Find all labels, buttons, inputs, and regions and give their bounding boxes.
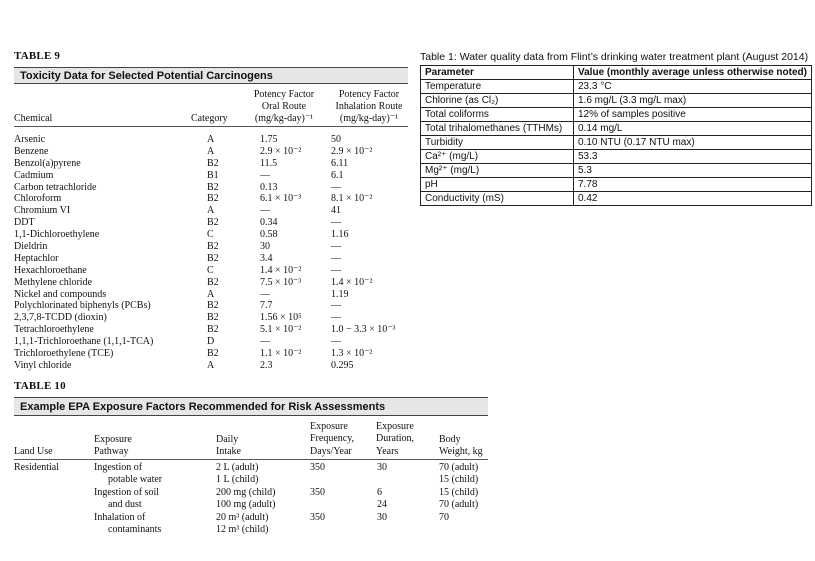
table-row [14,241,408,253]
category-cell: A [207,205,215,217]
intake-cell [216,462,258,487]
parameter-cell: Temperature [421,80,574,94]
table-row [421,192,812,206]
inhalation-factor-cell: — [331,241,341,253]
pathway-header [94,434,132,459]
table-row [421,80,812,94]
oral-factor-cell: 1.75 [260,134,278,145]
inhalation-factor-cell: — [331,300,341,312]
parameter-cell: Total trihalomethanes (TTHMs) [421,122,574,136]
weight-cell-line: 70 (adult) [439,462,479,473]
chemical-cell: Arsenic [14,134,46,145]
chemical-cell: Methylene chloride [14,276,93,288]
pathway-cell [94,512,161,537]
table9-title: Toxicity Data for Selected Potential Carcinogens [14,67,408,84]
pathway-cell-line: Ingestion of soil [94,487,159,498]
duration-header-line: Duration, [376,433,415,445]
category-cell: B1 [207,169,219,181]
weight-cell [439,512,449,524]
oral-header-line: Oral Route [261,101,307,112]
intake-cell [216,512,268,537]
inhalation-factor-cell: — [331,312,341,324]
inhalation-factor-cell: — [331,252,341,264]
land-use-header: Land Use [14,446,53,457]
table-row [14,300,408,312]
chemical-header: Chemical [14,113,53,124]
table-row [421,150,812,164]
inhalation-header-line: Inhalation Route [335,101,403,112]
inhalation-factor-cell: 2.9 × 10⁻² [331,145,373,157]
chemical-cell: Heptachlor [14,252,59,264]
oral-factor-cell: 2.3 [260,359,273,371]
pathway-header-line: Exposure [94,434,132,445]
table-row [14,348,408,360]
pathway-cell [94,487,159,512]
category-cell: D [207,336,215,348]
inhalation-factor-cell: — [331,181,341,193]
oral-factor-cell: 2.9 × 10⁻² [260,145,302,157]
category-cell: B2 [207,193,219,205]
category-cell: A [207,145,215,157]
table-row [14,336,408,348]
oral-factor-cell: 1.1 × 10⁻² [260,348,302,360]
weight-header-line: Weight, kg [439,446,483,458]
category-cell: B2 [207,300,219,312]
table-row [14,146,408,158]
intake-cell [216,487,275,512]
inhalation-factor-cell: 50 [331,134,341,145]
duration-cell-line: 30 [377,512,387,523]
table9-body [14,134,408,372]
table-row [14,360,408,372]
table-row [14,312,408,324]
table-row [421,94,812,108]
oral-factor-cell: 1.4 × 10⁻² [260,264,302,276]
oral-factor-cell: 0.13 [260,181,278,193]
weight-cell [439,487,478,512]
category-cell: B2 [207,157,219,169]
oral-factor-cell: 11.5 [260,157,278,169]
table10-label: TABLE 10 [14,380,66,392]
oral-factor-cell: — [260,169,270,181]
value-cell: 23.3 °C [574,80,812,94]
frequency-header-line: Frequency, [310,433,355,445]
duration-cell [377,462,387,474]
weight-cell-line: 15 (child) [439,487,479,498]
duration-cell [377,487,387,512]
inhalation-factor-cell: — [331,217,341,229]
intake-header-line: Daily [216,434,239,445]
category-header: Category [191,113,228,124]
category-cell: B2 [207,252,219,264]
inhalation-header [326,89,412,125]
chemical-cell: Benzene [14,145,49,157]
value-cell: 53.3 [574,150,812,164]
water-quality-table [420,65,812,206]
value-cell: 1.6 mg/L (3.3 mg/L max) [574,94,812,108]
table-row [14,134,408,146]
weight-cell-line: 70 (adult) [439,499,479,511]
value-cell: 12% of samples positive [574,108,812,122]
chemical-cell: Cadmium [14,169,54,181]
duration-header [376,421,414,458]
duration-cell [377,512,387,524]
chemical-cell: 1,1-Dichloroethylene [14,229,100,241]
pathway-cell-line: potable water [108,474,163,486]
chemical-cell: Carbon tetrachloride [14,181,97,193]
value-cell: 0.42 [574,192,812,206]
chemical-cell: Chromium VI [14,205,71,217]
weight-cell-line: 15 (child) [439,474,479,486]
frequency-cell: 350 [310,487,325,498]
intake-cell-line: 2 L (adult) [216,462,259,473]
oral-factor-cell: 6.1 × 10⁻³ [260,193,302,205]
table9-header-rule [14,126,408,127]
chemical-cell: DDT [14,217,35,229]
value-cell: 0.14 mg/L [574,122,812,136]
parameter-cell: pH [421,178,574,192]
category-cell: A [207,288,215,300]
duration-cell-line: 30 [377,462,387,473]
parameter-cell: Chlorine (as Cl₂) [421,94,574,108]
intake-header [216,434,241,459]
intake-cell-line: 1 L (child) [216,474,259,486]
water-table-header-row [421,66,812,80]
oral-factor-cell: 1.56 × 10⁵ [260,312,302,324]
duration-header-line: Exposure [376,421,414,432]
parameter-cell: Total coliforms [421,108,574,122]
inhalation-factor-cell: 41 [331,205,341,217]
pathway-cell-line: Ingestion of [94,462,143,473]
table-row [14,205,408,217]
inhalation-header-line: Potency Factor [338,89,400,100]
pathway-header-line: Pathway [94,446,129,458]
oral-factor-cell: 30 [260,241,270,253]
table-row [14,229,408,241]
table-row [14,324,408,336]
oral-header [243,89,325,125]
oral-factor-cell: 7.7 [260,300,273,312]
parameter-cell: Conductivity (mS) [421,192,574,206]
inhalation-factor-cell: 1.16 [331,229,349,241]
chemical-cell: 2,3,7,8-TCDD (dioxin) [14,312,107,324]
chemical-cell: Tetrachloroethylene [14,324,94,336]
value-header: Value (monthly average unless otherwise noted) [574,66,812,80]
chemical-cell: Dieldrin [14,241,48,253]
inhalation-factor-cell: — [331,264,341,276]
inhalation-factor-cell: 1.4 × 10⁻² [331,276,373,288]
table-row [421,122,812,136]
pathway-cell-line: and dust [108,499,142,511]
category-cell: B2 [207,217,219,229]
water-table-body [421,80,812,206]
category-cell: C [207,264,214,276]
pathway-cell [94,462,162,487]
table-row [421,178,812,192]
land-use-cell: Residential [14,462,59,473]
oral-factor-cell: 5.1 × 10⁻² [260,324,302,336]
duration-header-line: Years [376,445,399,457]
category-cell: B2 [207,276,219,288]
inhalation-factor-cell: 8.1 × 10⁻² [331,193,373,205]
oral-factor-cell: 0.34 [260,217,278,229]
oral-factor-cell: 3.4 [260,252,273,264]
inhalation-factor-cell: 1.3 × 10⁻² [331,348,373,360]
pathway-cell-line: contaminants [108,524,162,536]
oral-factor-cell: — [260,288,270,300]
value-cell: 0.10 NTU (0.17 NTU max) [574,136,812,150]
table-row [421,108,812,122]
oral-factor-cell: 0.58 [260,229,278,241]
inhalation-factor-cell: 1.0 − 3.3 × 10⁻³ [331,324,396,336]
category-cell: C [207,229,214,241]
weight-header-line: Body [439,434,461,445]
table-row [14,253,408,265]
chemical-cell: Hexachloroethane [14,264,87,276]
frequency-cell: 350 [310,462,325,473]
inhalation-factor-cell: 0.295 [331,359,354,371]
intake-cell-line: 100 mg (adult) [216,499,276,511]
frequency-header-line: Exposure [310,421,348,432]
table-row [14,265,408,277]
parameter-cell: Mg²⁺ (mg/L) [421,164,574,178]
duration-cell-line: 24 [377,499,387,511]
duration-cell-line: 6 [377,487,382,498]
oral-factor-cell: 7.5 × 10⁻³ [260,276,302,288]
chemical-cell: Trichloroethylene (TCE) [14,348,114,360]
table10-title: Example EPA Exposure Factors Recommended for Risk Assessments [14,397,488,416]
chemical-cell: Polychlorinated biphenyls (PCBs) [14,300,151,312]
intake-cell-line: 12 m³ (child) [216,524,269,536]
oral-header-line: Potency Factor [253,89,315,100]
table-row [14,170,408,182]
chemical-cell: Vinyl chloride [14,359,72,371]
parameter-cell: Ca²⁺ (mg/L) [421,150,574,164]
value-cell: 7.78 [574,178,812,192]
category-cell: B2 [207,312,219,324]
inhalation-factor-cell: 1.19 [331,288,349,300]
category-cell: B2 [207,348,219,360]
oral-header-line: (mg/kg-day)⁻¹ [254,113,314,124]
category-cell: B2 [207,181,219,193]
table-row [14,217,408,229]
table-row [14,289,408,301]
inhalation-factor-cell: — [331,336,341,348]
weight-header [439,434,483,459]
parameter-cell: Turbidity [421,136,574,150]
chemical-cell: 1,1,1-Trichloroethane (1,1,1-TCA) [14,336,154,348]
frequency-header [310,421,354,458]
category-cell: A [207,134,215,145]
table9-label: TABLE 9 [14,50,61,62]
chemical-cell: Chloroform [14,193,62,205]
table-row [14,193,408,205]
table-row [14,158,408,170]
pathway-cell-line: Inhalation of [94,512,146,523]
category-cell: B2 [207,324,219,336]
table-row [421,136,812,150]
water-table-caption: Table 1: Water quality data from Flint’s drinking water treatment plant (August 2014) [420,51,809,63]
inhalation-factor-cell: 6.1 [331,169,344,181]
parameter-header: Parameter [421,66,574,80]
intake-cell-line: 20 m³ (adult) [216,512,269,523]
value-cell: 5.3 [574,164,812,178]
table10-header-rule [14,459,488,460]
chemical-cell: Nickel and compounds [14,288,107,300]
intake-cell-line: 200 mg (child) [216,487,276,498]
frequency-header-line: Days/Year [310,445,352,457]
frequency-cell: 350 [310,512,325,523]
category-cell: A [207,359,215,371]
inhalation-header-line: (mg/kg-day)⁻¹ [339,113,399,124]
table-row [421,164,812,178]
category-cell: B2 [207,241,219,253]
table-row [14,277,408,289]
oral-factor-cell: — [260,336,270,348]
inhalation-factor-cell: 6.11 [331,157,349,169]
weight-cell-line: 70 [439,512,449,523]
chemical-cell: Benzol(a)pyrene [14,157,81,169]
weight-cell [439,462,478,487]
intake-header-line: Intake [216,446,241,458]
table-row [14,182,408,194]
oral-factor-cell: — [260,205,270,217]
